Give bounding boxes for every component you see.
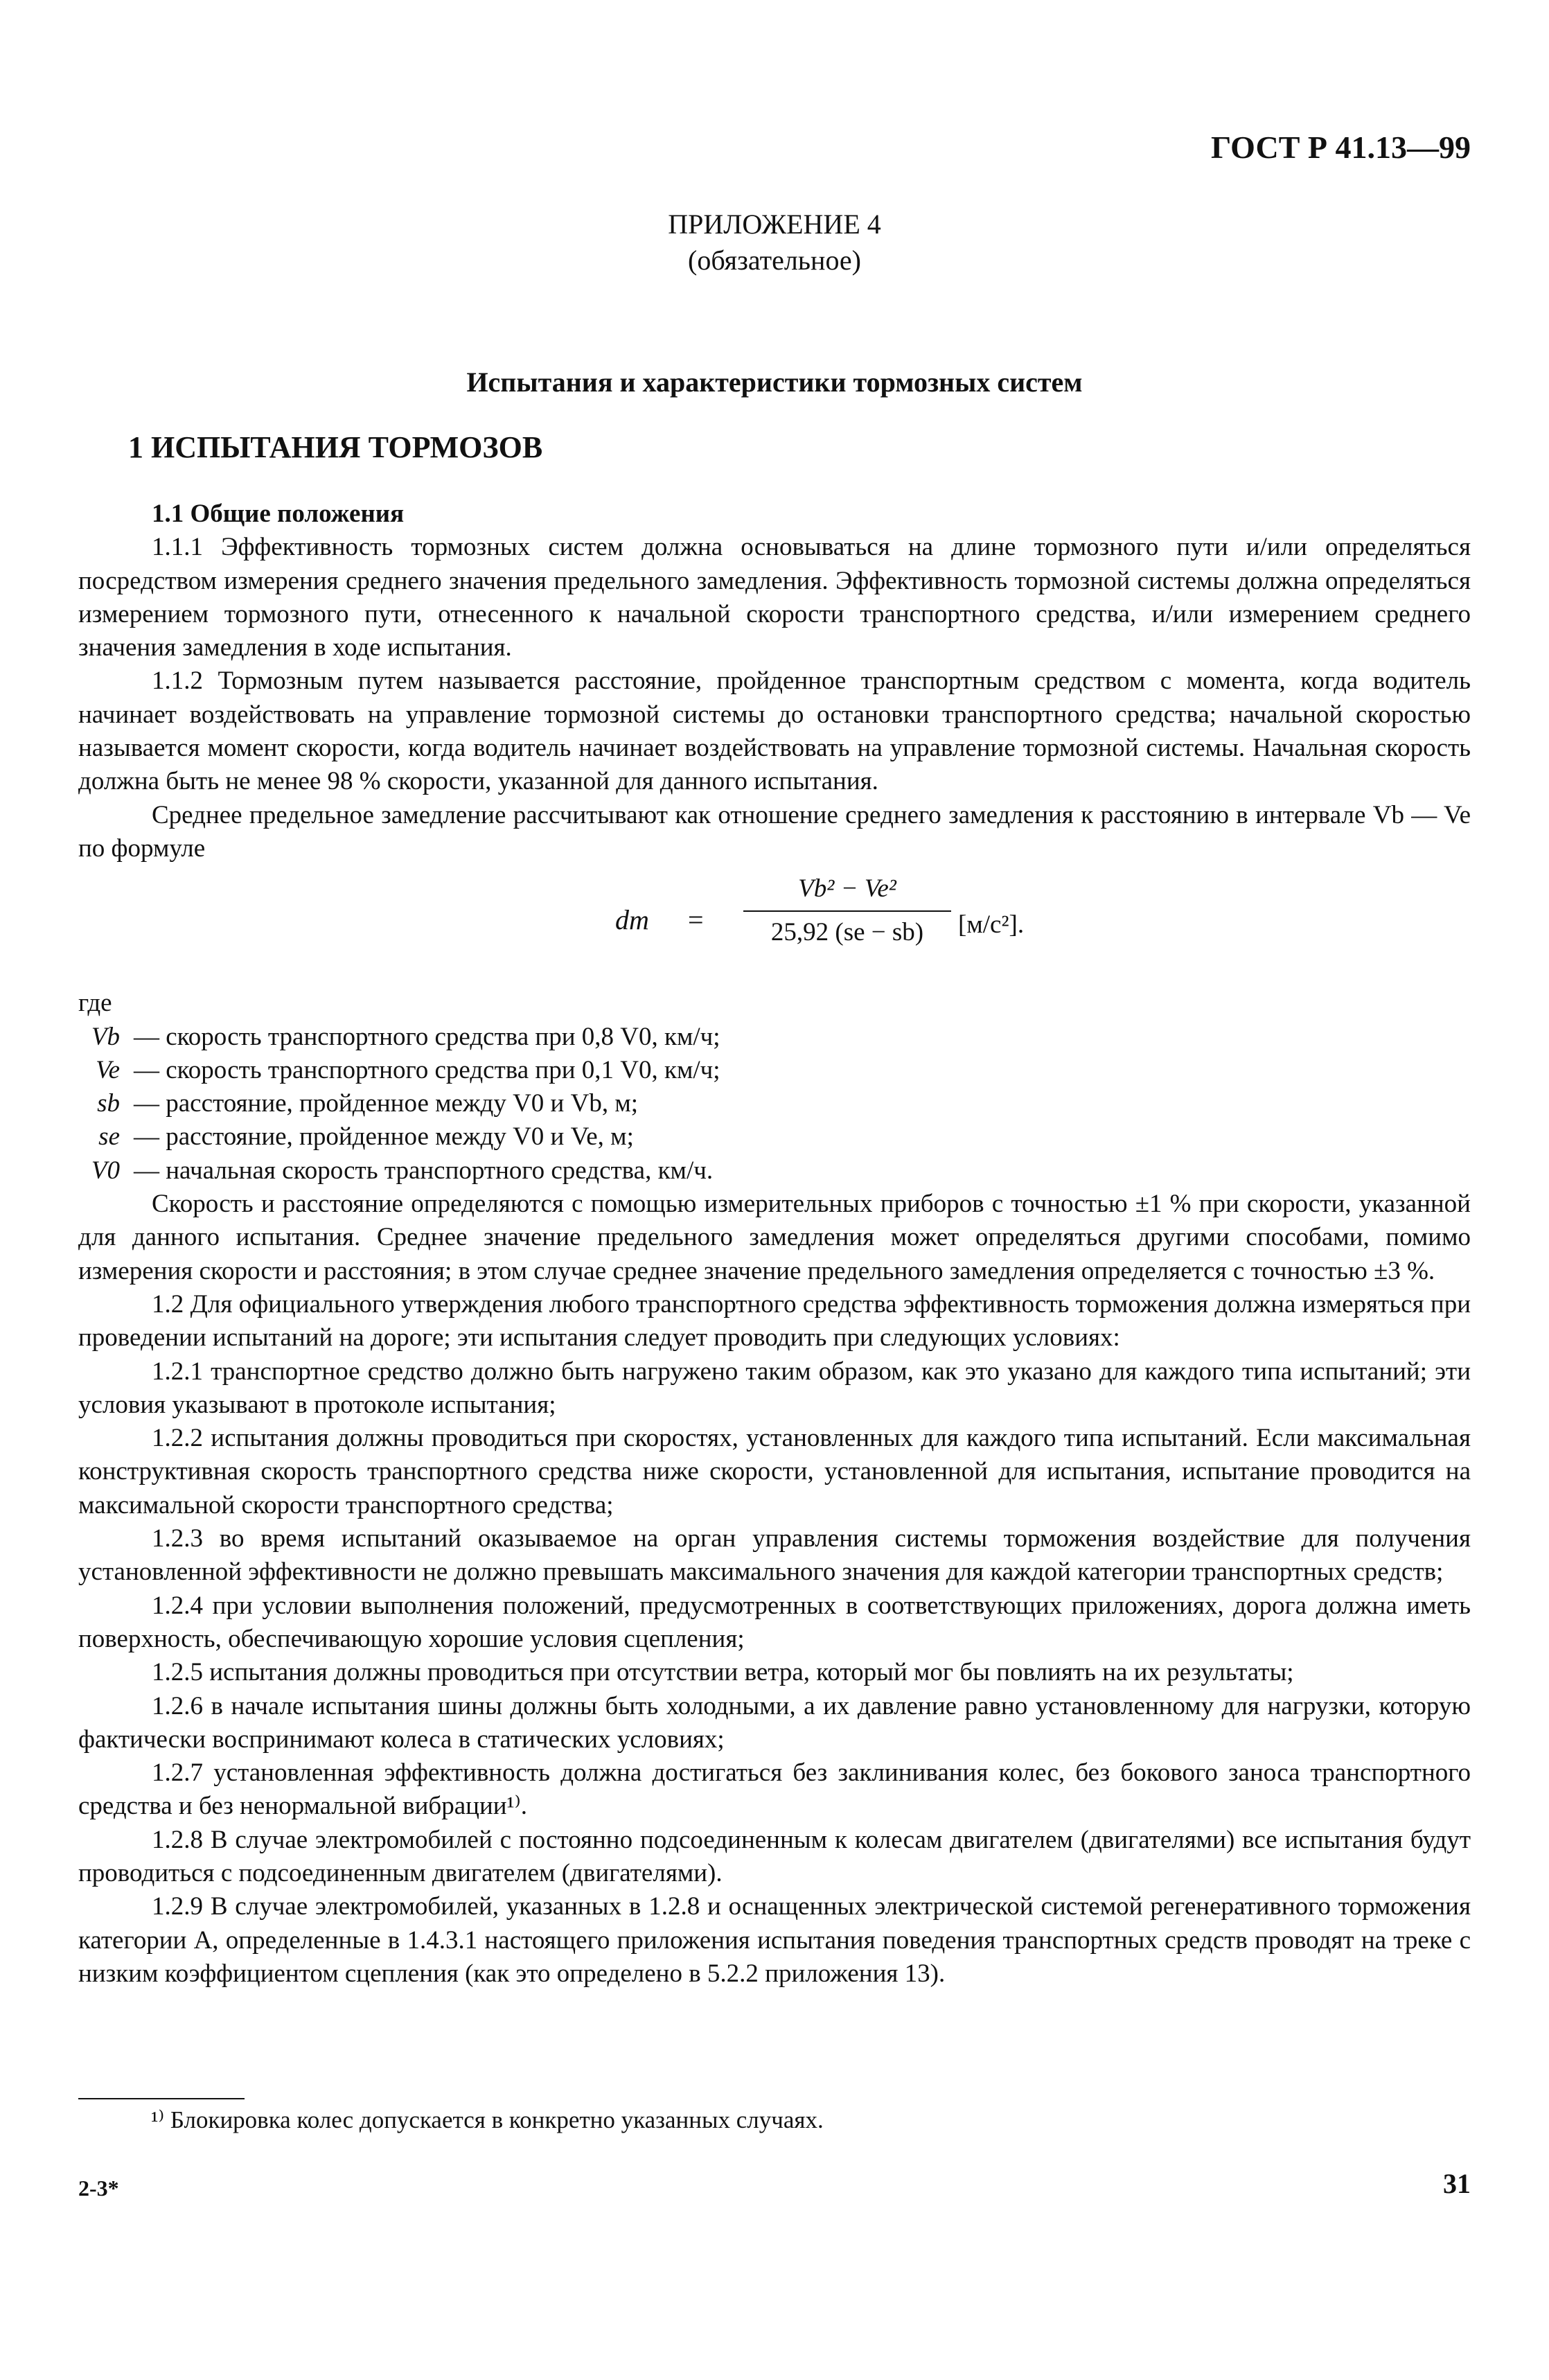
standard-number: ГОСТ Р 41.13—99 <box>1211 130 1471 165</box>
paragraph: 1.2.9 В случае электромобилей, указанных в 1.2.8 и оснащенных электрической системой регенеративного торможения категории А, определенные в 1.4.3.1 настоящего приложения испытания поведения транспортных средств проводят на треке с низким коэффициентом сцепления (как это определено в 5.2.2 приложения 13). <box>78 1892 1471 1988</box>
deceleration-formula <box>78 865 1471 987</box>
paragraph: 1.2.3 во время испытаний оказываемое на орган управления системы торможения воздействие для получения установленной эффективности не должно превышать максимального значения для каждой категории транспортных средств; <box>78 1524 1471 1587</box>
paragraph: 1.2 Для официального утверждения любого транспортного средства эффективность торможения должна измеряться при проведении испытаний на дороге; эти испытания следует проводить при следующих условиях: <box>78 1289 1471 1352</box>
paragraph: 1.2.1 транспортное средство должно быть нагружено таким образом, как это указано для каждого типа испытаний; эти условия указывают в протоколе испытания; <box>78 1357 1471 1419</box>
definition-symbol: Vb <box>91 1022 120 1051</box>
formula-equals: = <box>688 904 704 936</box>
definition-symbol: sb <box>97 1089 120 1118</box>
definition-symbol: Ve <box>96 1055 120 1084</box>
definition-item <box>78 1120 1471 1154</box>
body-text <box>78 497 1471 1991</box>
paragraph: 1.2.2 испытания должны проводиться при скоростях, установленных для каждого типа испытаний. Если максимальная конструктивная скорость транспортного средства ниже скорости, установленной для испытания, испытание проводится на максимальной скорости транспортного средства; <box>78 1424 1471 1519</box>
paragraph: 1.2.7 установленная эффективность должна достигаться без заклинивания колес, без бокового заноса транспортного средства и без ненормальной вибрации¹⁾. <box>78 1758 1471 1821</box>
appendix-note: (обязательное) <box>688 245 861 276</box>
paragraph: 1.2.5 испытания должны проводиться при отсутствии ветра, который мог бы повлиять на их результаты; <box>152 1658 1294 1687</box>
appendix-label: ПРИЛОЖЕНИЕ 4 <box>668 209 881 240</box>
formula-numerator: Vb² − Ve² <box>743 872 951 911</box>
subsection-title: 1.1 Общие положения <box>152 500 405 528</box>
definition-text: — скорость транспортного средства при 0,8 V0, км/ч; <box>134 1022 720 1051</box>
paragraph: 1.1.1 Эффективность тормозных систем должна основываться на длине тормозного пути и/или определяться посредством измерения среднего значения предельного замедления. Эффективность тормозной системы должна определяться измерением тормозного пути, отнесенного к начальной скорости транспортного средства, и/или измерением среднего значения замедления в ходе испытания. <box>78 533 1471 662</box>
paragraph: 1.2.6 в начале испытания шины должны быть холодными, а их давление равно установленному для нагрузки, которую фактически воспринимают колеса в статических условиях; <box>78 1691 1471 1754</box>
definition-text: — начальная скорость транспортного средства, км/ч. <box>134 1156 714 1185</box>
definition-text: — расстояние, пройденное между V0 и Ve, м; <box>134 1122 634 1152</box>
formula-unit: [м/с²]. <box>958 910 1025 940</box>
section-title: 1 ИСПЫТАНИЯ ТОРМОЗОВ <box>128 430 543 464</box>
paragraph: 1.2.4 при условии выполнения положений, предусмотренных в соответствующих приложениях, дорога должна иметь поверхность, обеспечивающую хорошие условия сцепления; <box>78 1591 1471 1653</box>
paragraph: 1.1.2 Тормозным путем называется расстояние, пройденное транспортным средством с момента, когда водитель начинает воздействовать на управление тормозной системы до остановки транспортного средства; начальной скоростью называется момент скорости, когда водитель начинает воздействовать на управление тормозной системы. Начальная скорость должна быть не менее 98 % скорости, указанной для данного испытания. <box>78 667 1471 796</box>
footnote: ¹⁾ Блокировка колес допускается в конкретно указанных случаях. <box>151 2106 824 2133</box>
definition-item <box>78 1054 1471 1087</box>
definition-text: — расстояние, пройденное между V0 и Vb, м; <box>134 1089 639 1118</box>
page-number: 31 <box>1443 2168 1471 2199</box>
definition-item <box>78 1021 1471 1054</box>
paragraph: Скорость и расстояние определяются с помощью измерительных приборов с точностью ±1 % при скорости, указанной для данного испытания. Среднее значение предельного замедления может определяться другими способами, помимо измерения скорости и расстояния; в этом случае среднее значение предельного замедления определяется с точностью ±3 %. <box>78 1190 1471 1285</box>
definition-text: — скорость транспортного средства при 0,1 V0, км/ч; <box>134 1055 720 1084</box>
paragraph: 1.2.8 В случае электромобилей с постоянно подсоединенным к колесам двигателем (двигателями) все испытания будут проводиться с подсоединенным двигателем (двигателями). <box>78 1825 1471 1887</box>
formula-denominator: 25,92 (se − sb) <box>770 917 924 946</box>
definition-item <box>78 1154 1471 1188</box>
definition-symbol: V0 <box>91 1156 120 1185</box>
document-title: Испытания и характеристики тормозных систем <box>466 367 1083 398</box>
footnote-divider <box>78 2098 245 2099</box>
formula-lhs: dm <box>615 904 649 936</box>
sheet-mark: 2-3* <box>78 2176 119 2201</box>
definitions-list <box>78 1021 1471 1188</box>
formula-fraction <box>743 872 951 949</box>
where-label: где <box>78 989 112 1018</box>
definition-item <box>78 1087 1471 1120</box>
definition-symbol: se <box>98 1122 120 1152</box>
paragraph: Среднее предельное замедление рассчитывают как отношение среднего замедления к расстоянию в интервале Vb — Ve по формуле <box>78 800 1471 863</box>
